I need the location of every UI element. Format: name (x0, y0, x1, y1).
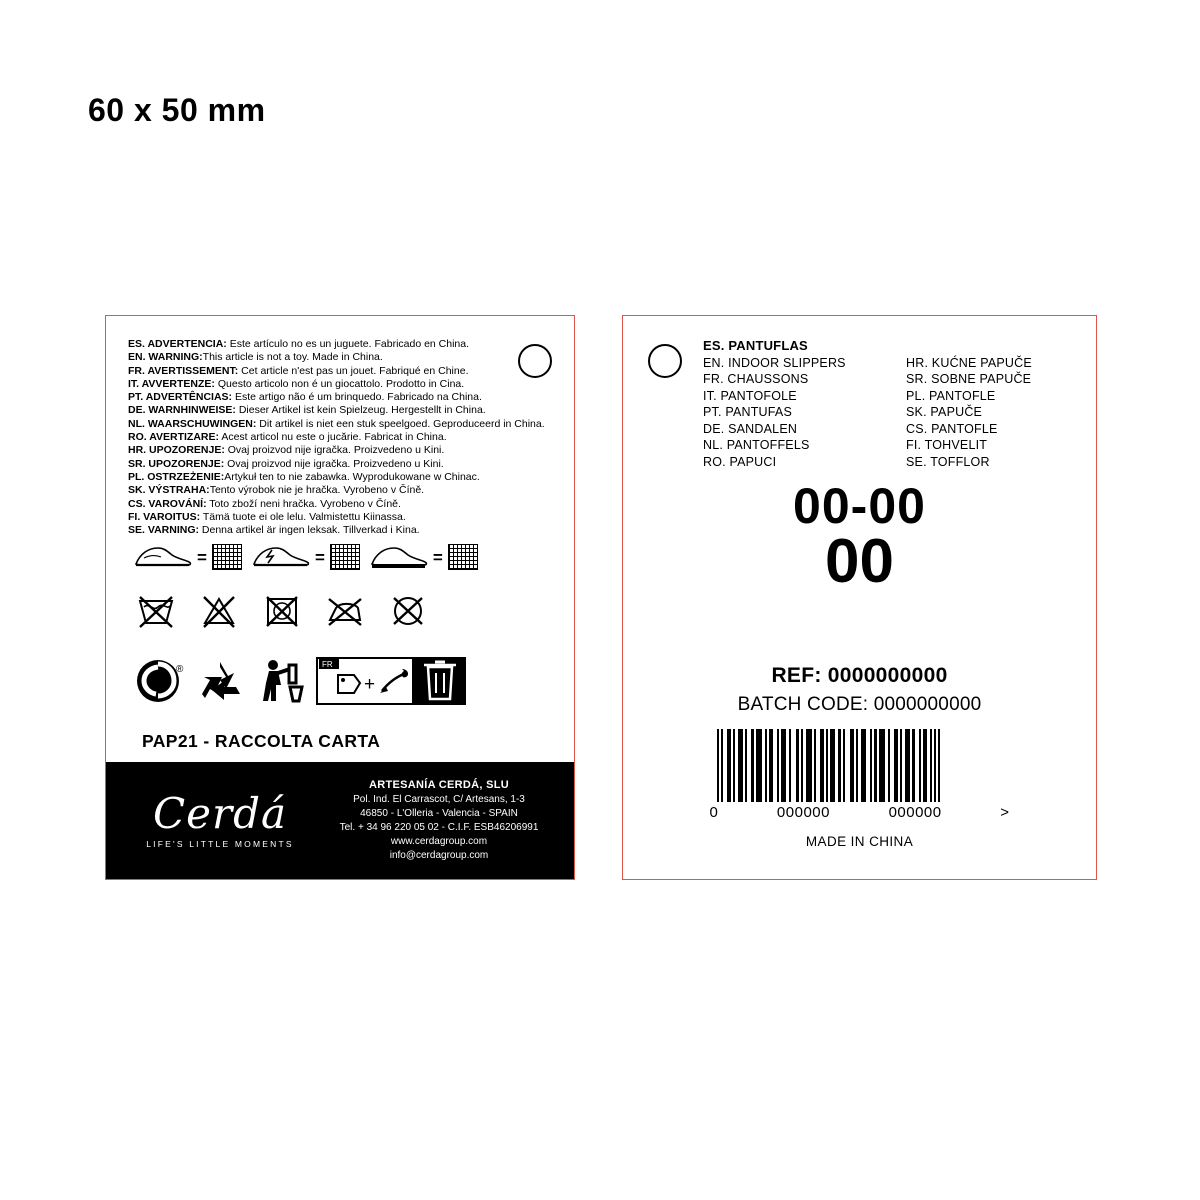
address-line: Pol. Ind. El Carrascot, C/ Artesans, 1-3 (353, 794, 525, 805)
barcode-digits (710, 804, 1010, 821)
warning-text: Questo articolo non é un giocattolo. Prodotto in Cina. (214, 377, 465, 390)
warning-text: Ovaj proizvod nije igračka. Proizvedeno u Kini. (224, 457, 444, 470)
warning-lang: FR. AVERTISSEMENT: (128, 364, 239, 377)
address-line: 46850 - L'Olleria - Valencia - SPAIN (360, 808, 518, 819)
product-name-line: RO. PAPUCI (703, 454, 777, 469)
company-address-block (316, 778, 574, 863)
product-name-line: DE. SANDALEN (703, 421, 798, 436)
brand-footer (106, 762, 574, 879)
product-name-line: IT. PANTOFOLE (703, 388, 797, 403)
svg-text:®: ® (176, 664, 184, 675)
warning-lang: SE. VARNING: (128, 524, 199, 537)
barcode-digit-mid: 000000 (776, 804, 830, 821)
do-not-tumble-dry-icon (262, 591, 302, 629)
size-value: 00 (825, 527, 894, 596)
product-name-line: CS. PANTOFLE (906, 421, 998, 436)
company-name: ARTESANÍA CERDÁ, SLU (368, 779, 510, 791)
product-name-line: PL. PANTOFLE (906, 388, 996, 403)
warning-text: Cet article n'est pas un jouet. Fabriqué en Chine. (238, 364, 469, 377)
warning-line (128, 418, 548, 431)
warning-text: This article is not a toy. Made in China. (202, 351, 383, 364)
warning-text: Tämä tuote ei ole lelu. Valmistettu Kiinassa. (200, 510, 406, 523)
product-name-column-left (703, 338, 888, 470)
product-name-line: HR. KUĆNE PAPUČE (906, 355, 1032, 370)
product-name-block (703, 338, 1073, 470)
recycling-code-text: PAP21 - RACCOLTA CARTA (142, 731, 381, 751)
product-name-line: NL. PANTOFFELS (703, 438, 810, 452)
do-not-iron-icon (325, 591, 365, 629)
warning-line (128, 391, 548, 404)
warning-lang: CS. VAROVÁNÍ: (128, 497, 207, 510)
warning-text: Toto zboží neni hračka. Vyrobeno v Číně. (206, 497, 401, 510)
warning-lang: SR. UPOZORENJE: (128, 457, 225, 470)
warning-text: Este artículo no es un juguete. Fabricado en China. (226, 338, 470, 350)
tidyman-icon (256, 657, 304, 705)
product-name-line: PT. PANTUFAS (703, 405, 792, 419)
product-name-line: FI. TOHVELIT (906, 438, 988, 452)
do-not-bleach-icon (199, 591, 239, 629)
reference-code: REF: 0000000000 (771, 664, 948, 687)
punch-hole-icon (648, 344, 682, 378)
product-name-line: SR. SOBNE PAPUČE (906, 372, 1032, 386)
mobius-loop-recycle-icon (196, 658, 244, 704)
warning-lang: PL. OSTRZEŻENIE: (128, 470, 225, 483)
shoe-upper-icon (134, 544, 192, 570)
warning-line (128, 471, 548, 484)
product-name-line: FR. CHAUSSONS (703, 372, 809, 386)
warning-text: Artykuł ten to nie zabawka. Wyprodukowane w Chinac. (224, 470, 480, 483)
warning-lang: PT. ADVERTÊNCIAS: (128, 391, 233, 404)
product-name-column-right (906, 338, 1066, 470)
product-name-line: ES. PANTUFLAS (703, 338, 808, 353)
warning-text: Este artigo não é um brinquedo. Fabricado na China. (232, 391, 482, 404)
fr-triman-sorting-icon (316, 657, 466, 705)
product-name-line: EN. INDOOR SLIPPERS (703, 355, 846, 370)
warning-line (128, 378, 548, 391)
textile-mesh-icon (448, 544, 478, 570)
green-dot-icon (134, 656, 184, 706)
textile-mesh-icon (330, 544, 360, 570)
warning-line (128, 484, 548, 497)
do-not-wash-icon (136, 591, 176, 629)
warning-line (128, 444, 548, 457)
equals-sign: = (432, 547, 443, 567)
shoe-lining-icon (252, 544, 310, 570)
brand-logo (106, 788, 316, 849)
size-range: 00-00 (793, 478, 926, 534)
care-symbol-row (136, 591, 428, 629)
warning-line (128, 365, 548, 378)
material-pictogram-row (134, 544, 548, 570)
warning-lang: ES. ADVERTENCIA: (128, 338, 227, 350)
warning-lang: DE. WARNHINWEISE: (128, 404, 236, 417)
product-name-line: SE. TOFFLOR (906, 454, 990, 469)
equals-sign: = (197, 547, 207, 567)
warning-text: Acest articol nu este o jucărie. Fabricat in China. (219, 431, 447, 444)
batch-code: BATCH CODE: 0000000000 (737, 694, 982, 715)
recycling-icon-row (134, 656, 466, 706)
warning-lang: FI. VAROITUS: (128, 510, 201, 523)
barcode-block (623, 729, 1096, 821)
warning-line (128, 351, 548, 364)
warning-line (128, 404, 548, 417)
material-pictogram (370, 544, 478, 570)
warning-text: Denna artikel är ingen leksak. Tillverkad i Kina. (198, 524, 420, 537)
brand-tagline: LIFE'S LITTLE MOMENTS (146, 838, 294, 849)
textile-mesh-icon (212, 544, 242, 570)
warning-lang: RO. AVERTIZARE: (128, 431, 219, 444)
do-not-dry-clean-icon (388, 591, 428, 629)
material-pictogram (252, 544, 360, 570)
address-line: Tel. + 34 96 220 05 02 - C.I.F. ESB46206991 (339, 822, 539, 833)
warning-text: Ovaj proizvod nije igračka. Proizvedeno u Kini. (224, 444, 445, 457)
warning-lang: EN. WARNING: (128, 351, 203, 364)
warning-line (128, 338, 548, 351)
warning-line (128, 511, 548, 524)
barcode-digit-end: > (1000, 804, 1010, 821)
dimension-caption: 60 x 50 mm (88, 92, 266, 128)
warning-text-block (128, 338, 548, 537)
warning-line (128, 498, 548, 511)
warning-text: Dit artikel is niet een stuk speelgoed. Geproduceerd in China. (256, 417, 545, 430)
svg-text:+: + (364, 674, 376, 695)
warning-line (128, 458, 548, 471)
label-back-side (105, 315, 575, 880)
warning-text: Dieser Artikel ist kein Spielzeug. Hergestellt in China. (235, 404, 486, 417)
warning-lang: NL. WAARSCHUWINGEN: (128, 417, 257, 430)
warning-lang: HR. UPOZORENJE: (128, 444, 225, 457)
barcode-digit-right: 000000 (888, 804, 942, 821)
website-line: www.cerdagroup.com (390, 836, 488, 847)
shoe-outsole-icon (370, 544, 428, 570)
warning-lang: IT. AVVERTENZE: (128, 377, 215, 390)
barcode-image (717, 729, 1003, 802)
barcode-digit-left: 0 (709, 804, 719, 821)
warning-line (128, 431, 548, 444)
equals-sign: = (314, 547, 325, 567)
brand-name: Cerdá (153, 788, 287, 838)
warning-lang: SK. VÝSTRAHA: (128, 484, 210, 497)
svg-text:FR: FR (322, 660, 333, 669)
email-line: info@cerdagroup.com (389, 850, 489, 861)
material-pictogram (134, 544, 242, 570)
warning-line (128, 524, 548, 537)
made-in-text: MADE IN CHINA (805, 834, 914, 849)
warning-text: Tento výrobok nie je hračka. Vyrobeno v Číně. (209, 484, 425, 497)
product-name-line: SK. PAPUČE (906, 405, 983, 419)
label-front-side (622, 315, 1097, 880)
